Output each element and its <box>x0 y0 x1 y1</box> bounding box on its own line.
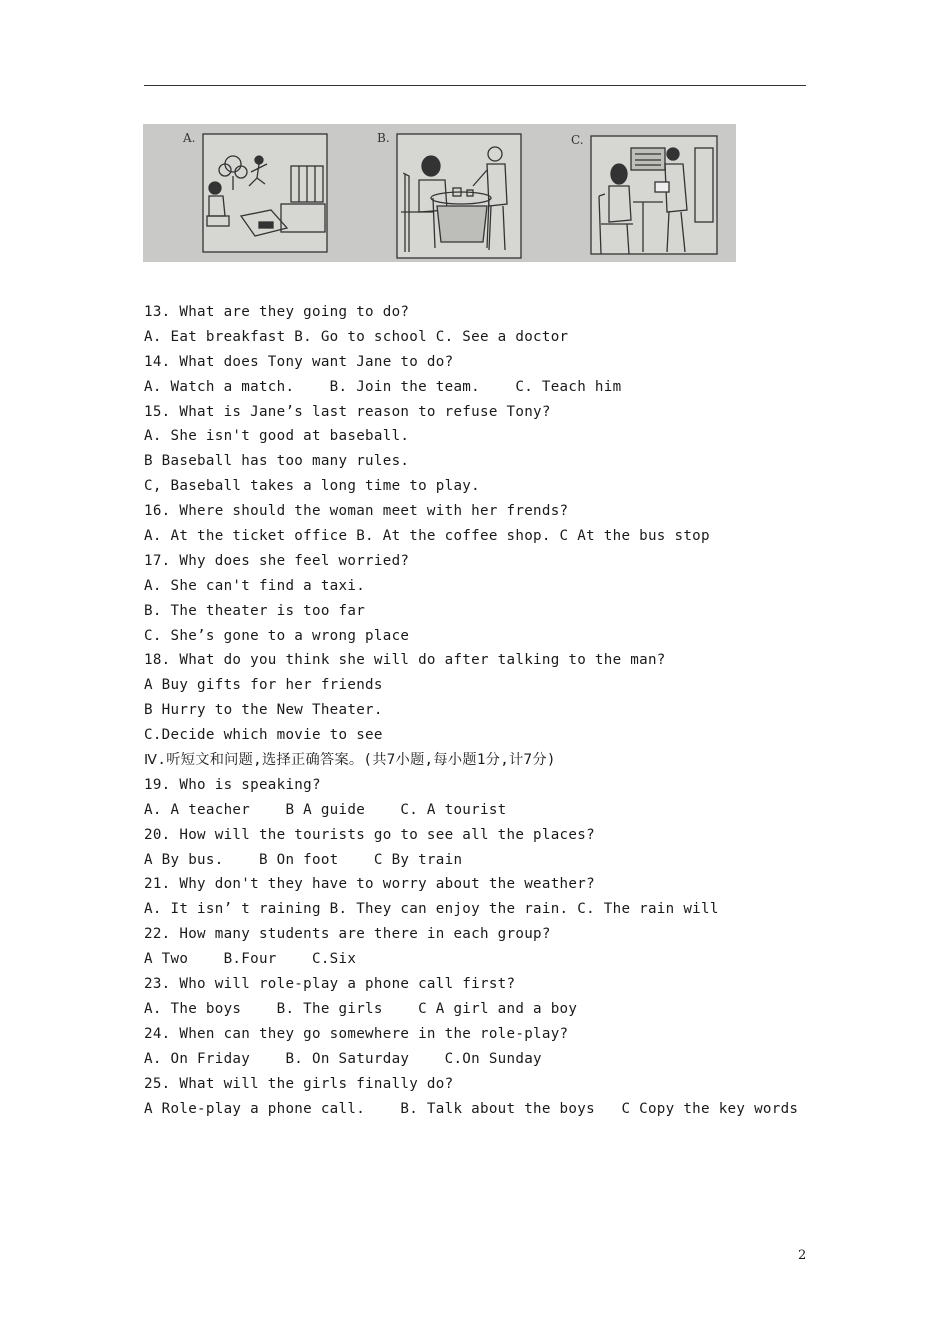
section-heading: Ⅳ.听短文和问题,选择正确答案。(共7小题,每小题1分,计7分) <box>144 752 556 769</box>
question-line: 19. Who is speaking? <box>144 776 321 793</box>
answer-option: C. She’s gone to a wrong place <box>144 627 410 644</box>
listening-pictures <box>143 124 736 262</box>
question-line: 21. Why don't they have to worry about the weather? <box>144 876 595 893</box>
picture-a-label: A. <box>183 131 196 145</box>
answer-options: A. At the ticket office B. At the coffee shop. C At the bus stop <box>144 528 710 545</box>
answer-option: C.Decide which movie to see <box>144 727 383 744</box>
answer-option: A Buy gifts for her friends <box>144 677 383 694</box>
picture-c-label: C. <box>571 133 584 147</box>
picture-b-label: B. <box>377 131 390 145</box>
answer-option: A. She isn't good at baseball. <box>144 428 410 445</box>
answer-option: C, Baseball takes a long time to play. <box>144 478 480 495</box>
question-line: 20. How will the tourists go to see all the places? <box>144 826 595 843</box>
question-line: 24. When can they go somewhere in the role-play? <box>144 1025 569 1042</box>
question-line: 13. What are they going to do? <box>144 304 410 320</box>
question-line: 15. What is Jane’s last reason to refuse Tony? <box>144 403 551 420</box>
answer-option: B. The theater is too far <box>144 602 366 619</box>
picture-c <box>571 133 717 254</box>
question-line: 17. Why does she feel worried? <box>144 552 410 569</box>
question-line: 16. Where should the woman meet with her frends? <box>144 503 569 520</box>
picture-a <box>182 131 327 252</box>
question-line: 25. What will the girls finally do? <box>144 1075 454 1092</box>
answer-options: A. It isn’ t raining B. They can enjoy the rain. C. The rain will <box>144 901 719 918</box>
question-line: 23. Who will role-play a phone call first? <box>144 976 516 993</box>
header-rule <box>144 85 806 86</box>
answer-options: A. Watch a match. B. Join the team. C. Teach him <box>144 378 622 395</box>
question-line: 14. What does Tony want Jane to do? <box>144 353 454 370</box>
question-line: 22. How many students are there in each group? <box>144 926 551 943</box>
answer-option: A. She can't find a taxi. <box>144 577 366 594</box>
page-number: 2 <box>798 1248 807 1263</box>
answer-options: A By bus. B On foot C By train <box>144 851 463 868</box>
answer-options: A Role-play a phone call. B. Talk about the boys C Copy the key words <box>144 1100 799 1117</box>
answer-options: A Two B.Four C.Six <box>144 951 357 968</box>
answer-option: B Baseball has too many rules. <box>144 453 410 470</box>
question-line: 18. What do you think she will do after talking to the man? <box>144 652 666 669</box>
questions-block <box>144 300 798 1121</box>
answer-options: A. On Friday B. On Saturday C.On Sunday <box>144 1050 542 1067</box>
answer-options: A. A teacher B A guide C. A tourist <box>144 801 507 818</box>
picture-b <box>377 131 521 258</box>
answer-option: B Hurry to the New Theater. <box>144 702 383 719</box>
answer-options: A. Eat breakfast B. Go to school C. See a doctor <box>144 328 569 345</box>
answer-options: A. The boys B. The girls C A girl and a boy <box>144 1000 578 1017</box>
